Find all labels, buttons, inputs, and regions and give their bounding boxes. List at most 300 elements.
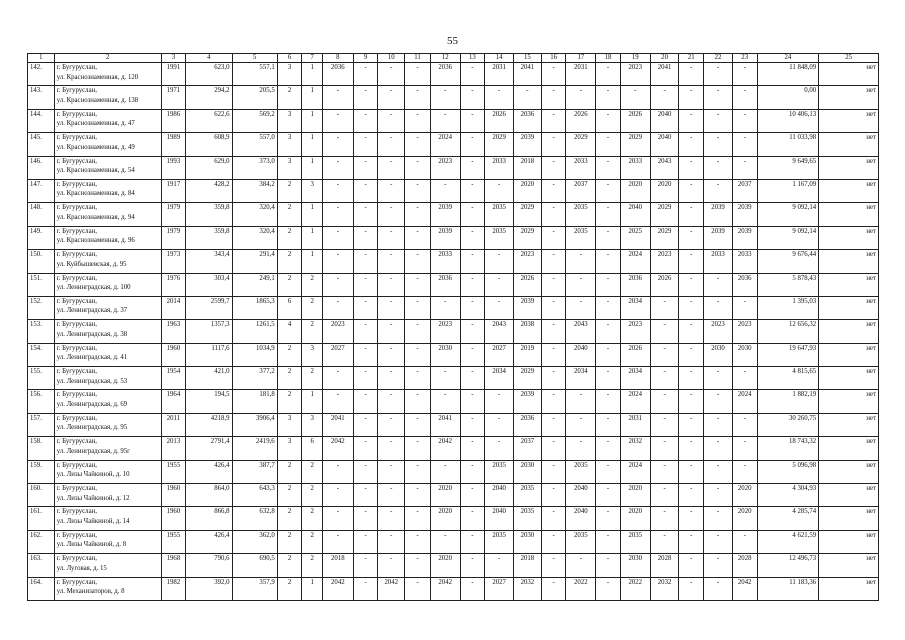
cell-col-18: - [596, 273, 621, 296]
cell-col-5: 1865,3 [232, 296, 277, 319]
address-street: ул. Лизы Чайкиной, д. 12 [56, 494, 130, 502]
cell-col-23: - [732, 460, 757, 483]
cell-col-4: 1117,6 [186, 343, 232, 366]
address-cell [54, 63, 161, 86]
cell-col-19: 2040 [620, 203, 650, 226]
cell-col-16: - [541, 156, 566, 179]
cell-col-9: - [353, 507, 378, 530]
cell-col-10: - [378, 109, 405, 132]
cell-col-10: - [378, 484, 405, 507]
address-street: ул. Краснознаменная, д. 54 [56, 167, 135, 175]
cell-col-4: 608,9 [186, 133, 232, 156]
cell-col-5: 320,4 [232, 226, 277, 249]
cell-col-15: 2039 [514, 390, 542, 413]
cell-col-7: 1 [302, 133, 323, 156]
cell-col-18: - [596, 63, 621, 86]
cell-col-25: нет [819, 343, 879, 366]
column-header: 18 [596, 54, 621, 63]
cell-col-7: 1 [302, 203, 323, 226]
cell-col-3: 1991 [161, 63, 186, 86]
cell-col-21: - [679, 554, 704, 577]
column-header: 8 [322, 54, 353, 63]
cell-col-15: 2035 [514, 484, 542, 507]
cell-col-11: - [405, 156, 431, 179]
cell-col-18: - [596, 577, 621, 600]
cell-col-6: 2 [277, 554, 302, 577]
cell-col-21: - [679, 530, 704, 553]
cell-col-21: - [679, 320, 704, 343]
cell-col-14: - [485, 273, 514, 296]
address-city: г. Бугуруслан, [56, 297, 97, 305]
cell-col-8: - [322, 484, 353, 507]
cell-col-16: - [541, 86, 566, 109]
cell-col-5: 569,2 [232, 109, 277, 132]
row-number: 150. [28, 250, 55, 273]
cell-col-5: 320,4 [232, 203, 277, 226]
cell-col-3: 1986 [161, 109, 186, 132]
cell-col-3: 1960 [161, 484, 186, 507]
cell-col-9: - [353, 250, 378, 273]
cell-col-4: 421,0 [186, 367, 232, 390]
row-number: 154. [28, 343, 55, 366]
cell-col-7: 2 [302, 320, 323, 343]
cell-col-13: - [460, 437, 485, 460]
cell-col-17: 2035 [566, 530, 596, 553]
cell-col-3: 1963 [161, 320, 186, 343]
cell-col-17: 2033 [566, 156, 596, 179]
cell-col-21: - [679, 413, 704, 436]
cell-col-18: - [596, 156, 621, 179]
cell-col-11: - [405, 320, 431, 343]
cell-col-17: 2034 [566, 367, 596, 390]
cell-col-24: 9 092,14 [757, 203, 819, 226]
cell-col-22: - [704, 296, 733, 319]
cell-col-6: 2 [277, 203, 302, 226]
cell-col-15: 2039 [514, 296, 542, 319]
cell-col-12: - [430, 296, 460, 319]
cell-col-7: 2 [302, 484, 323, 507]
address-street: ул. Лизы Чайкиной, д. 10 [56, 471, 130, 479]
cell-col-10: - [378, 133, 405, 156]
address-city: г. Бугуруслан, [56, 110, 97, 118]
cell-col-11: - [405, 133, 431, 156]
cell-col-9: - [353, 273, 378, 296]
cell-col-4: 294,2 [186, 86, 232, 109]
cell-col-16: - [541, 133, 566, 156]
cell-col-8: - [322, 86, 353, 109]
address-cell [54, 530, 161, 553]
address-city: г. Бугуруслан, [56, 344, 97, 352]
row-number: 161. [28, 507, 55, 530]
cell-col-20: - [650, 437, 679, 460]
address-street: ул. Ленинградская, д. 69 [56, 400, 128, 408]
address-city: г. Бугуруслан, [56, 64, 97, 71]
cell-col-12: 2036 [430, 273, 460, 296]
cell-col-3: 1968 [161, 554, 186, 577]
cell-col-7: 2 [302, 507, 323, 530]
cell-col-13: - [460, 63, 485, 86]
header-row [28, 54, 879, 63]
cell-col-3: 2013 [161, 437, 186, 460]
cell-col-9: - [353, 296, 378, 319]
cell-col-21: - [679, 133, 704, 156]
cell-col-11: - [405, 273, 431, 296]
cell-col-21: - [679, 109, 704, 132]
cell-col-21: - [679, 86, 704, 109]
cell-col-14: - [485, 296, 514, 319]
cell-col-19: 2024 [620, 250, 650, 273]
address-cell [54, 460, 161, 483]
cell-col-9: - [353, 133, 378, 156]
cell-col-5: 690,5 [232, 554, 277, 577]
cell-col-10: - [378, 390, 405, 413]
cell-col-17: 2022 [566, 577, 596, 600]
cell-col-10: - [378, 226, 405, 249]
cell-col-9: - [353, 343, 378, 366]
cell-col-25: нет [819, 203, 879, 226]
cell-col-20: 2043 [650, 156, 679, 179]
cell-col-15: 2018 [514, 554, 542, 577]
cell-col-12: - [430, 109, 460, 132]
address-cell [54, 413, 161, 436]
cell-col-13: - [460, 109, 485, 132]
column-header: 20 [650, 54, 679, 63]
cell-col-8: 2036 [322, 63, 353, 86]
cell-col-10: - [378, 156, 405, 179]
cell-col-11: - [405, 507, 431, 530]
cell-col-7: 2 [302, 296, 323, 319]
cell-col-24: 10 406,13 [757, 109, 819, 132]
cell-col-25: нет [819, 133, 879, 156]
cell-col-6: 2 [277, 390, 302, 413]
cell-col-18: - [596, 390, 621, 413]
cell-col-16: - [541, 460, 566, 483]
cell-col-15: 2032 [514, 577, 542, 600]
cell-col-4: 790,6 [186, 554, 232, 577]
cell-col-17: 2037 [566, 179, 596, 202]
cell-col-9: - [353, 156, 378, 179]
cell-col-10: - [378, 273, 405, 296]
address-street: ул. Краснознаменная, д. 47 [56, 120, 135, 128]
cell-col-13: - [460, 203, 485, 226]
cell-col-21: - [679, 343, 704, 366]
cell-col-21: - [679, 460, 704, 483]
cell-col-11: - [405, 484, 431, 507]
cell-col-20: 2029 [650, 203, 679, 226]
cell-col-10: - [378, 554, 405, 577]
table-row [28, 86, 879, 109]
cell-col-20: - [650, 320, 679, 343]
cell-col-8: - [322, 390, 353, 413]
cell-col-6: 3 [277, 109, 302, 132]
cell-col-13: - [460, 156, 485, 179]
cell-col-23: 2039 [732, 226, 757, 249]
cell-col-12: 2023 [430, 156, 460, 179]
cell-col-11: - [405, 86, 431, 109]
cell-col-20: 2020 [650, 179, 679, 202]
cell-col-10: - [378, 320, 405, 343]
address-city: г. Бугуруслан, [56, 391, 97, 399]
cell-col-22: 2023 [704, 320, 733, 343]
cell-col-20: 2026 [650, 273, 679, 296]
cell-col-14: 2027 [485, 343, 514, 366]
row-number: 142. [28, 63, 55, 86]
cell-col-8: - [322, 226, 353, 249]
cell-col-11: - [405, 554, 431, 577]
cell-col-8: - [322, 109, 353, 132]
column-header: 23 [732, 54, 757, 63]
cell-col-16: - [541, 179, 566, 202]
cell-col-21: - [679, 250, 704, 273]
address-street: ул. Ленинградская, д. 41 [56, 354, 128, 362]
cell-col-5: 384,2 [232, 179, 277, 202]
cell-col-19: 2034 [620, 367, 650, 390]
cell-col-14: - [485, 250, 514, 273]
cell-col-22: 2030 [704, 343, 733, 366]
table-row [28, 460, 879, 483]
cell-col-8: - [322, 460, 353, 483]
row-number: 144. [28, 109, 55, 132]
address-street: ул. Лизы Чайкиной, д. 14 [56, 517, 130, 525]
cell-col-20: 2040 [650, 133, 679, 156]
cell-col-14: 2034 [485, 367, 514, 390]
cell-col-8: - [322, 367, 353, 390]
cell-col-23: - [732, 86, 757, 109]
cell-col-6: 3 [277, 413, 302, 436]
address-cell [54, 86, 161, 109]
table-row [28, 273, 879, 296]
cell-col-16: - [541, 437, 566, 460]
cell-col-14: 2035 [485, 226, 514, 249]
cell-col-5: 557,1 [232, 63, 277, 86]
cell-col-14: 2040 [485, 507, 514, 530]
cell-col-21: - [679, 484, 704, 507]
cell-col-17: 2035 [566, 226, 596, 249]
cell-col-3: 1917 [161, 179, 186, 202]
cell-col-24: 30 260,75 [757, 413, 819, 436]
table-row [28, 156, 879, 179]
cell-col-18: - [596, 296, 621, 319]
table-row [28, 577, 879, 600]
address-city: г. Бугуруслан, [56, 274, 97, 282]
cell-col-8: - [322, 203, 353, 226]
cell-col-13: - [460, 390, 485, 413]
cell-col-10: - [378, 63, 405, 86]
cell-col-18: - [596, 320, 621, 343]
cell-col-7: 1 [302, 390, 323, 413]
table-row [28, 133, 879, 156]
cell-col-6: 3 [277, 63, 302, 86]
cell-col-15: 2030 [514, 460, 542, 483]
cell-col-12: - [430, 390, 460, 413]
cell-col-13: - [460, 86, 485, 109]
cell-col-23: 2030 [732, 343, 757, 366]
cell-col-15: 2037 [514, 437, 542, 460]
column-header: 16 [541, 54, 566, 63]
cell-col-14: 2043 [485, 320, 514, 343]
cell-col-23: - [732, 156, 757, 179]
cell-col-24: 11 848,09 [757, 63, 819, 86]
cell-col-8: - [322, 179, 353, 202]
cell-col-12: 2039 [430, 226, 460, 249]
cell-col-11: - [405, 179, 431, 202]
column-header: 14 [485, 54, 514, 63]
cell-col-23: 2039 [732, 203, 757, 226]
address-city: г. Бугуруслан, [56, 438, 97, 446]
cell-col-23: - [732, 109, 757, 132]
cell-col-9: - [353, 179, 378, 202]
cell-col-5: 3906,4 [232, 413, 277, 436]
address-cell [54, 367, 161, 390]
row-number: 145. [28, 133, 55, 156]
cell-col-4: 866,8 [186, 507, 232, 530]
row-number: 152. [28, 296, 55, 319]
cell-col-3: 1960 [161, 507, 186, 530]
cell-col-14: - [485, 86, 514, 109]
cell-col-4: 629,0 [186, 156, 232, 179]
cell-col-16: - [541, 484, 566, 507]
cell-col-10: 2042 [378, 577, 405, 600]
address-street: ул. Ленинградская, д. 95г [56, 447, 130, 455]
cell-col-25: нет [819, 296, 879, 319]
cell-col-12: 2042 [430, 437, 460, 460]
cell-col-21: - [679, 296, 704, 319]
cell-col-6: 3 [277, 133, 302, 156]
cell-col-13: - [460, 413, 485, 436]
address-city: г. Бугуруслан, [56, 368, 97, 376]
address-cell [54, 437, 161, 460]
address-cell [54, 203, 161, 226]
cell-col-11: - [405, 250, 431, 273]
cell-col-3: 1964 [161, 390, 186, 413]
address-city: г. Бугуруслан, [56, 321, 97, 329]
cell-col-13: - [460, 179, 485, 202]
cell-col-22: - [704, 133, 733, 156]
cell-col-7: 2 [302, 460, 323, 483]
address-city: г. Бугуруслан, [56, 204, 97, 212]
address-street: ул. Краснознаменная, д. 120 [56, 73, 139, 81]
address-cell [54, 577, 161, 600]
column-header: 15 [514, 54, 542, 63]
cell-col-7: 1 [302, 250, 323, 273]
cell-col-10: - [378, 460, 405, 483]
cell-col-23: 2023 [732, 320, 757, 343]
cell-col-17: 2035 [566, 460, 596, 483]
cell-col-4: 359,8 [186, 226, 232, 249]
cell-col-24: 19 647,93 [757, 343, 819, 366]
cell-col-19: 2030 [620, 554, 650, 577]
cell-col-14: 2027 [485, 577, 514, 600]
address-street: ул. Краснознаменная, д. 49 [56, 143, 135, 151]
cell-col-5: 362,0 [232, 530, 277, 553]
cell-col-11: - [405, 63, 431, 86]
cell-col-11: - [405, 460, 431, 483]
cell-col-13: - [460, 554, 485, 577]
cell-col-19: 2034 [620, 296, 650, 319]
cell-col-20: - [650, 343, 679, 366]
cell-col-10: - [378, 437, 405, 460]
cell-col-6: 2 [277, 86, 302, 109]
cell-col-4: 426,4 [186, 460, 232, 483]
cell-col-17: - [566, 437, 596, 460]
table-row [28, 484, 879, 507]
cell-col-13: - [460, 226, 485, 249]
cell-col-25: нет [819, 530, 879, 553]
cell-col-8: 2018 [322, 554, 353, 577]
cell-col-12: 2041 [430, 413, 460, 436]
cell-col-13: - [460, 367, 485, 390]
cell-col-19: 2023 [620, 63, 650, 86]
address-cell [54, 390, 161, 413]
cell-col-6: 2 [277, 367, 302, 390]
cell-col-6: 4 [277, 320, 302, 343]
cell-col-19: 2020 [620, 179, 650, 202]
cell-col-23: - [732, 530, 757, 553]
cell-col-13: - [460, 577, 485, 600]
cell-col-12: 2039 [430, 203, 460, 226]
cell-col-6: 2 [277, 507, 302, 530]
cell-col-24: 4 304,93 [757, 484, 819, 507]
column-header: 17 [566, 54, 596, 63]
cell-col-3: 1955 [161, 530, 186, 553]
cell-col-14: 2035 [485, 460, 514, 483]
cell-col-15: 2030 [514, 530, 542, 553]
cell-col-11: - [405, 530, 431, 553]
cell-col-7: 2 [302, 273, 323, 296]
cell-col-22: - [704, 437, 733, 460]
table-row [28, 320, 879, 343]
cell-col-20: 2040 [650, 109, 679, 132]
address-cell [54, 320, 161, 343]
cell-col-12: - [430, 86, 460, 109]
cell-col-12: 2033 [430, 250, 460, 273]
cell-col-8: 2023 [322, 320, 353, 343]
cell-col-6: 2 [277, 273, 302, 296]
cell-col-15: 2029 [514, 226, 542, 249]
cell-col-9: - [353, 109, 378, 132]
address-street: ул. Краснознаменная, д. 138 [56, 96, 139, 104]
cell-col-25: нет [819, 413, 879, 436]
cell-col-21: - [679, 273, 704, 296]
cell-col-22: - [704, 530, 733, 553]
address-city: г. Бугуруслан, [56, 485, 97, 493]
cell-col-5: 249,1 [232, 273, 277, 296]
cell-col-24: 9 649,65 [757, 156, 819, 179]
cell-col-6: 6 [277, 296, 302, 319]
cell-col-16: - [541, 273, 566, 296]
table-row [28, 203, 879, 226]
cell-col-16: - [541, 413, 566, 436]
cell-col-23: - [732, 367, 757, 390]
cell-col-21: - [679, 437, 704, 460]
cell-col-20: - [650, 86, 679, 109]
address-cell [54, 109, 161, 132]
cell-col-3: 1993 [161, 156, 186, 179]
address-street: ул. Ленинградская, д. 100 [56, 284, 131, 292]
cell-col-12: - [430, 460, 460, 483]
cell-col-19: 2024 [620, 390, 650, 413]
cell-col-25: нет [819, 179, 879, 202]
cell-col-19: 2031 [620, 413, 650, 436]
cell-col-14: - [485, 413, 514, 436]
cell-col-22: 2033 [704, 250, 733, 273]
cell-col-22: - [704, 577, 733, 600]
cell-col-13: - [460, 460, 485, 483]
address-cell [54, 484, 161, 507]
cell-col-22: - [704, 484, 733, 507]
cell-col-8: - [322, 133, 353, 156]
address-city: г. Бугуруслан, [56, 414, 97, 422]
